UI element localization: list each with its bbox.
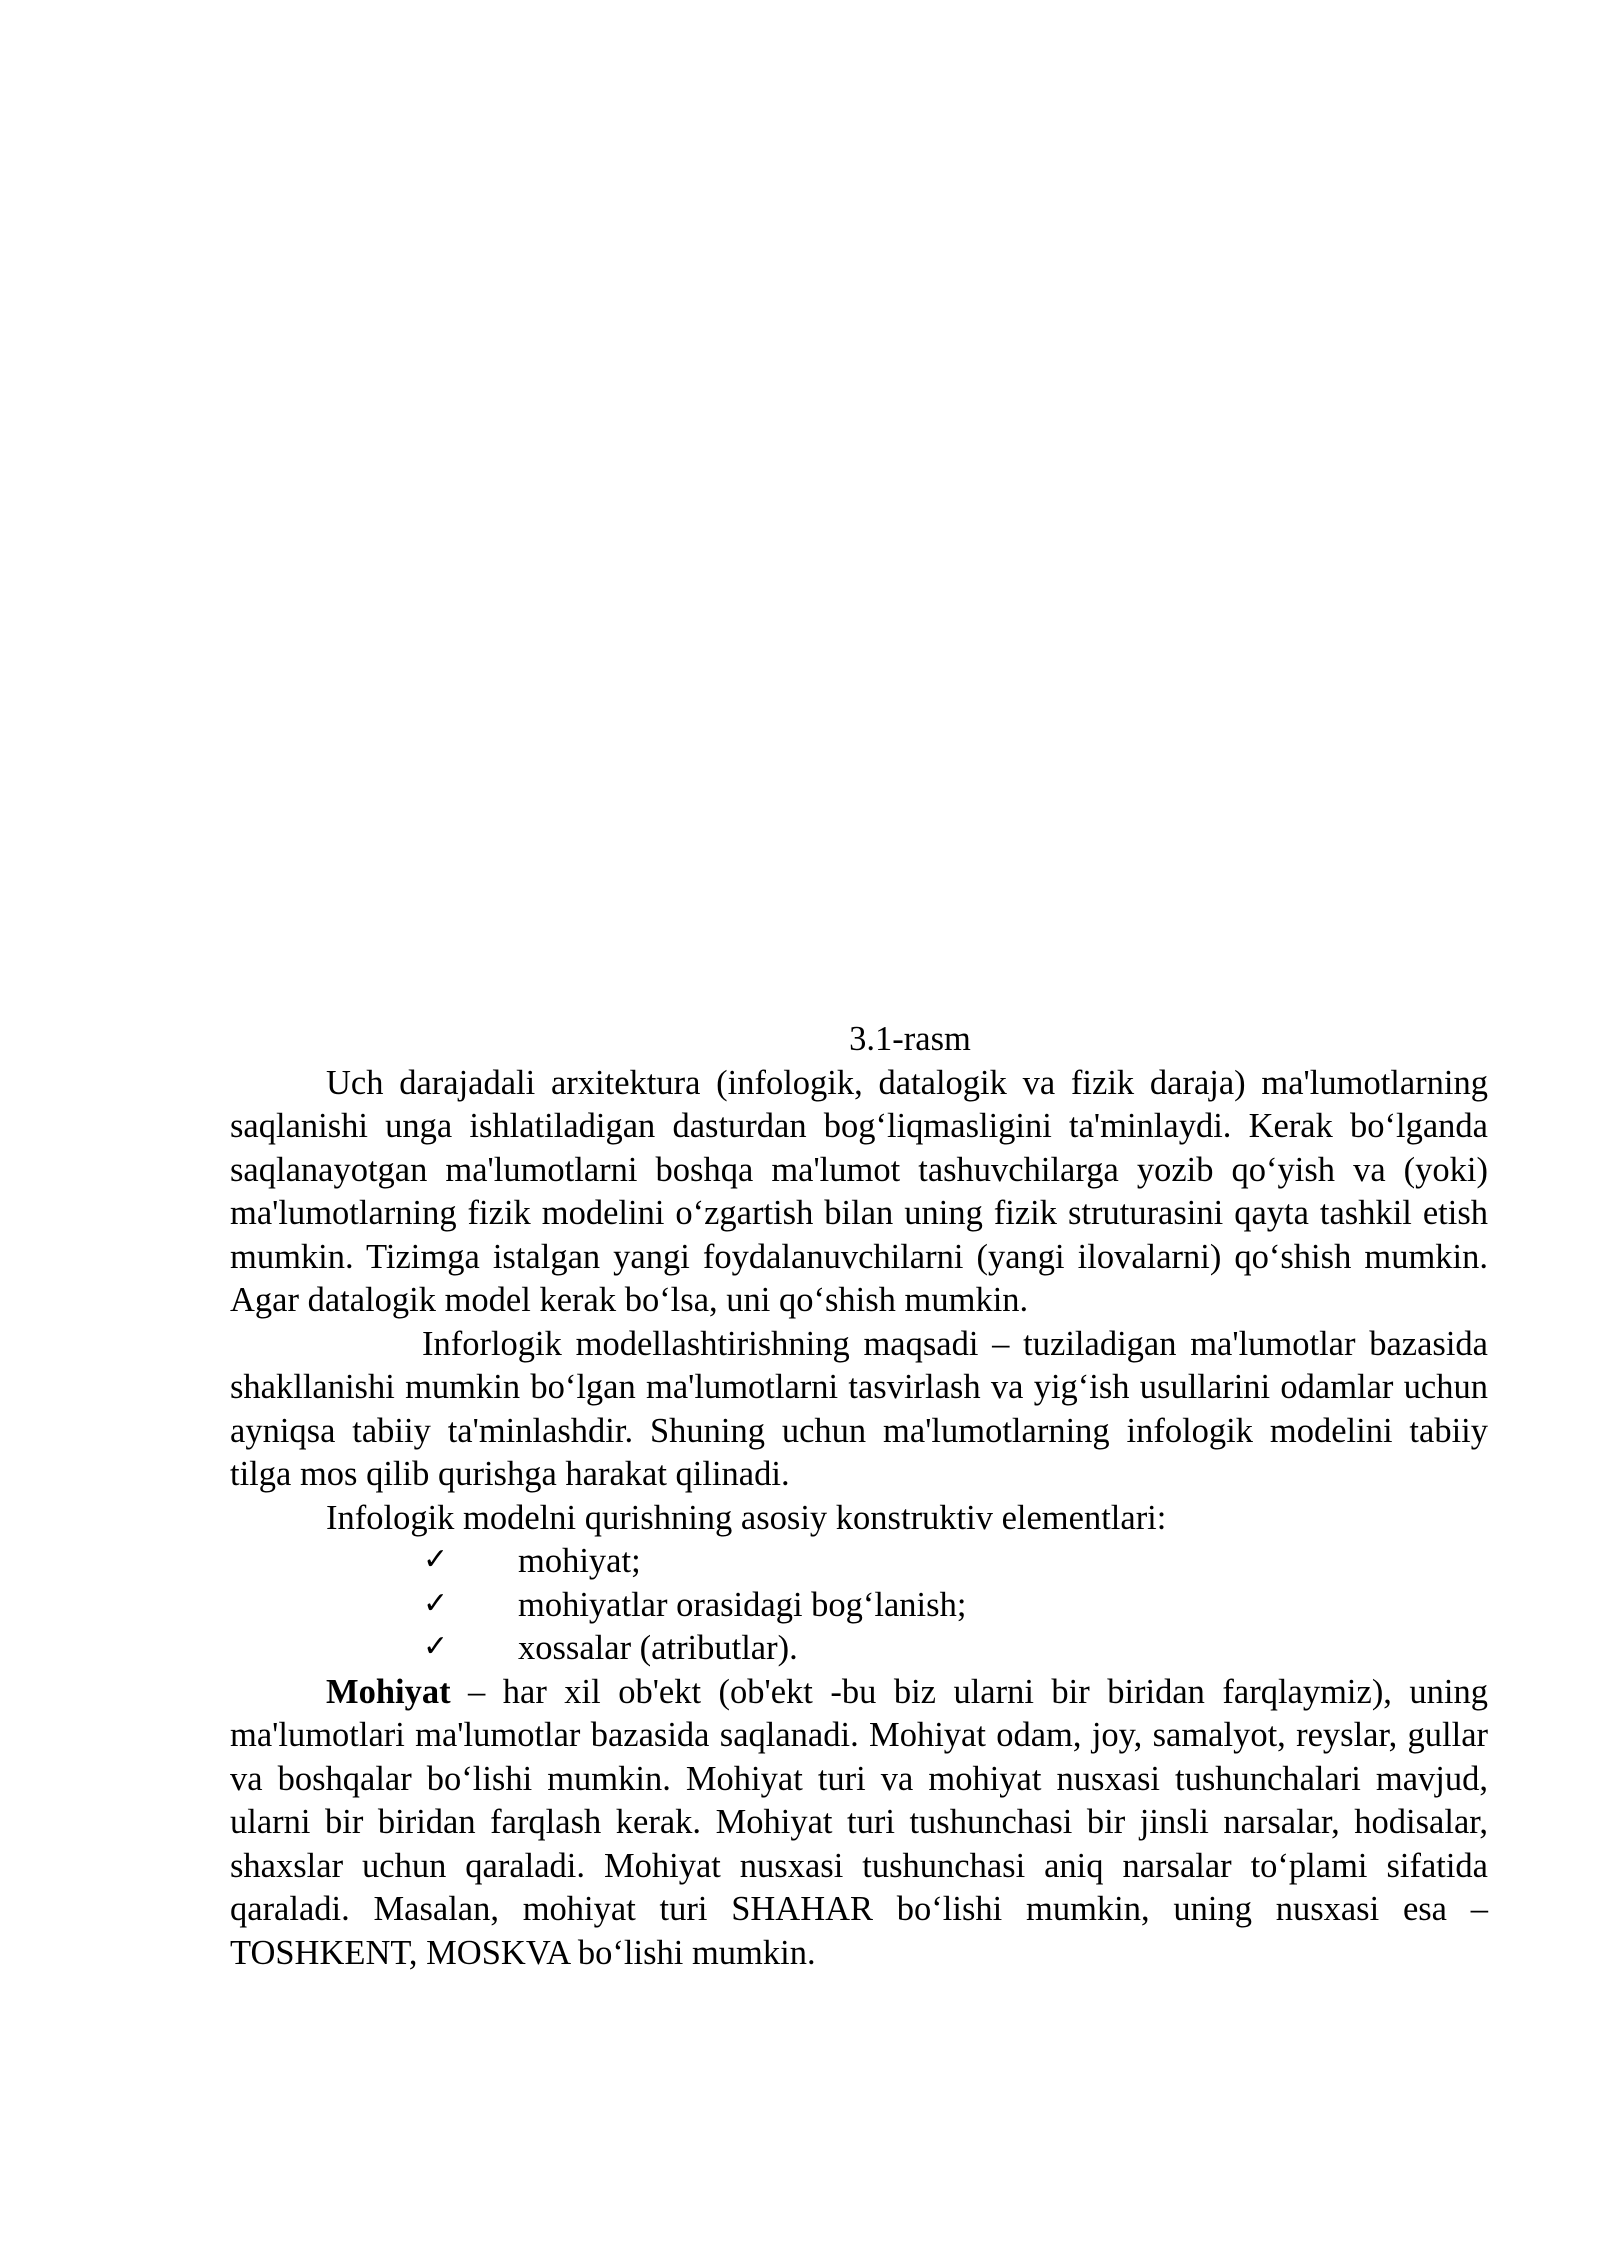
list-item-label: mohiyat; <box>518 1542 641 1580</box>
elements-list <box>230 1540 1488 1671</box>
checkmark-icon: ✓ <box>423 1629 449 1664</box>
list-item <box>230 1540 1488 1584</box>
paragraph-modeling-goal: Inforlogik modellashtirishning maqsadi – tuziladigan ma'lumotlar bazasida shakllanishi mumkin bo‘lgan ma'lumotlarni tasvirlash va yig‘ish usullarini odamlar uchun ayniqsa tabiiy ta'minlashdir. Shuning uchun ma'lumotlarning infologik modelini tabiiy tilga mos qilib qurishga harakat qilinadi. <box>230 1324 1488 1493</box>
checkmark-icon: ✓ <box>423 1542 449 1577</box>
term-mohiyat: Mohiyat <box>326 1672 451 1711</box>
list-item-label: xossalar (atributlar). <box>518 1629 798 1667</box>
body-text <box>230 1018 1488 1975</box>
paragraph-entity-definition <box>230 1671 1488 1976</box>
paragraph-elements-intro: Infologik modelni qurishning asosiy konstruktiv elementlari: <box>326 1498 1167 1537</box>
paragraph-architecture: Uch darajadali arxitektura (infologik, datalogik va fizik daraja) ma'lumotlarning saqlanishi unga ishlatiladigan dasturdan bog‘liqmasligini ta'minlaydi. Kerak bo‘lganda saqlanayotgan ma'lumotlarni boshqa ma'lumot tashuvchilarga yozib qo‘yish va (yoki) ma'lumotlarning fizik modelini o‘zgartish bilan uning fizik struturasini qayta tashkil etish mumkin. Tizimga istalgan yangi foydalanuvchilarni (yangi ilovalarni) qo‘shish mumkin. Agar datalogik model kerak bo‘lsa, uni qo‘shish mumkin. <box>230 1063 1488 1319</box>
list-item-label: mohiyatlar orasidagi bog‘lanish; <box>518 1585 967 1624</box>
checkmark-icon: ✓ <box>423 1585 449 1621</box>
figure-caption: 3.1-rasm <box>849 1020 971 1058</box>
definition-text: – har xil ob'ekt (ob'ekt -bu biz ularni bir biridan farqlaymiz), uning ma'lumotlari ma'lumotlar bazasida saqlanadi. Mohiyat odam, joy, samalyot, reyslar, gullar va boshqalar bo‘lishi mumkin. Mohiyat turi va mohiyat nusxasi tushunchalari mavjud, ularni bir biridan farqlash kerak. Mohiyat turi tushunchasi bir jinsli narsalar, hodisalar, shaxslar uchun qaraladi. Mohiyat nusxasi tushunchasi aniq narsalar to‘plami sifatida qaraladi. Masalan, mohiyat turi SHAHAR bo‘lishi mumkin, uning nusxasi esa – TOSHKENT, MOSKVA bo‘lishi mumkin. <box>230 1672 1488 1972</box>
list-item <box>230 1584 1488 1628</box>
list-item <box>230 1627 1488 1671</box>
